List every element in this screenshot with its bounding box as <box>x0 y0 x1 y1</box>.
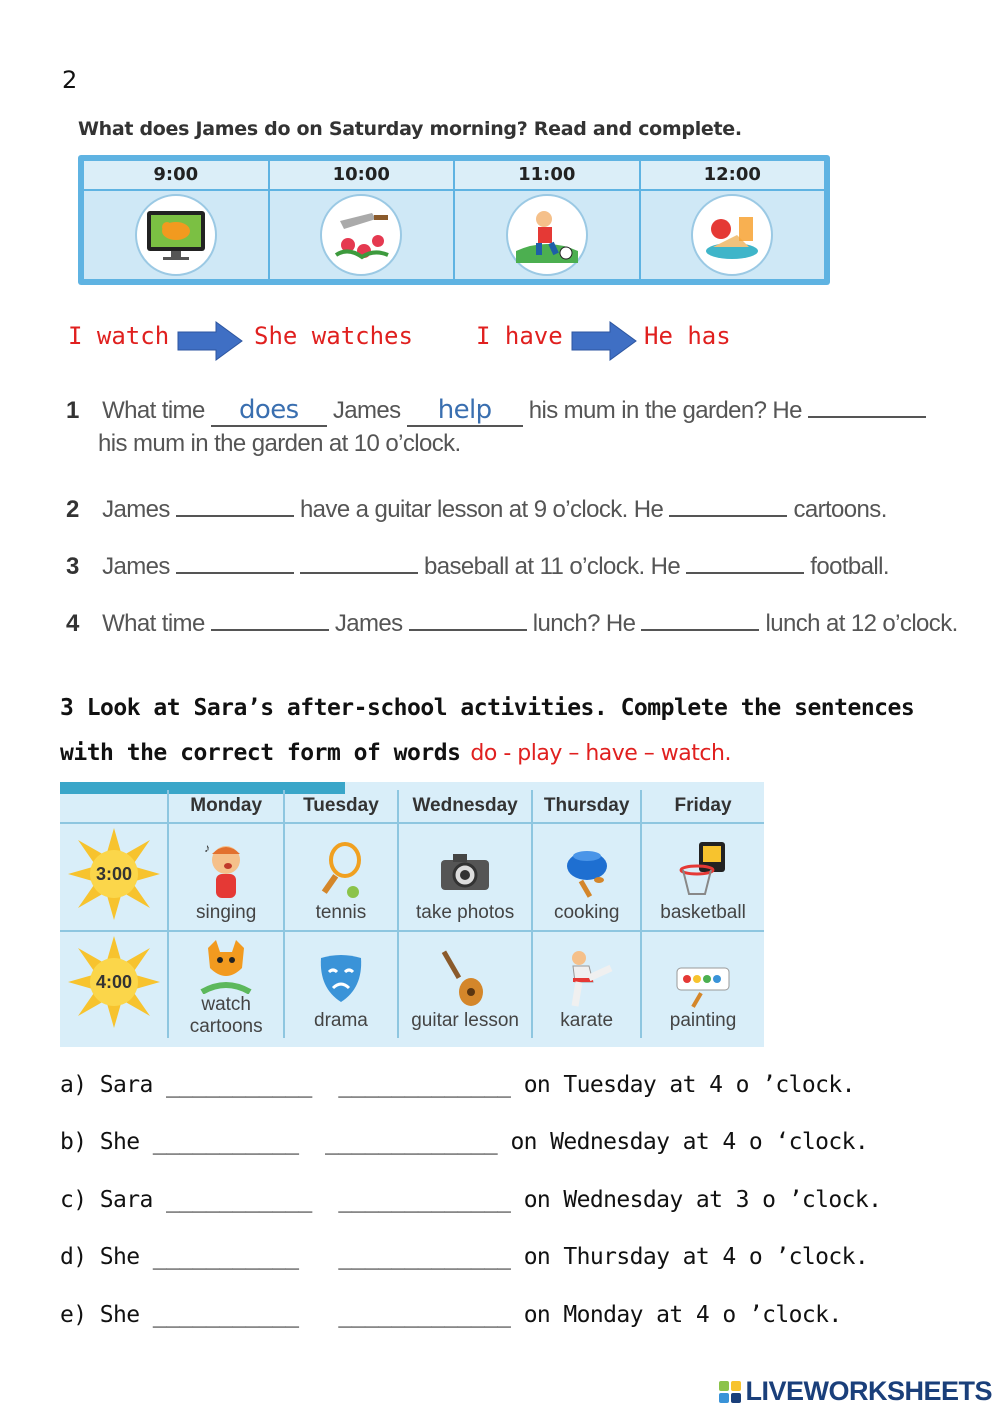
answer-line-e: e) She ___________ _____________ on Monday at 4 o ’clock. <box>60 1302 842 1328</box>
right-arrow-icon <box>176 320 244 362</box>
day-header: Monday <box>168 790 284 823</box>
activity-cell: take photos <box>398 823 532 931</box>
time-label: 11:00 <box>455 161 641 189</box>
guitar-icon <box>437 948 493 1010</box>
question-2: 2 James have a guitar lesson at 9 o’clock. He cartoons. <box>66 487 887 524</box>
activity-cell: watch cartoons <box>168 931 284 1038</box>
time-label: 12:00 <box>703 164 761 185</box>
activity-cell: guitar lesson <box>398 931 532 1038</box>
answer-blank[interactable] <box>409 601 527 631</box>
answer-blank[interactable] <box>686 544 804 574</box>
answer-blank[interactable]: _____________ <box>338 1187 511 1213</box>
activity-cell: ♪ singing <box>168 823 284 931</box>
painting-icon <box>673 948 733 1010</box>
singing-icon <box>198 840 254 902</box>
question-4: 4 What time James lunch? He lunch at 12 o’clock. <box>66 601 958 638</box>
instruction: What does James do on Saturday morning? Read and complete. <box>78 118 742 140</box>
activity-cell: karate <box>532 931 641 1038</box>
activity-cell: tennis <box>284 823 398 931</box>
rule-i-have: I have <box>476 322 563 350</box>
answer-line-c: c) Sara ___________ _____________ on Wednesday at 3 o ’clock. <box>60 1187 882 1213</box>
day-header: Tuesday <box>284 790 398 823</box>
timetable-header <box>84 161 824 189</box>
answer-blank[interactable] <box>641 601 759 631</box>
answer-blank[interactable]: ___________ <box>152 1129 299 1155</box>
answer-blank[interactable]: ___________ <box>165 1072 312 1098</box>
question-3: 3 James baseball at 11 o’clock. He football. <box>66 544 889 581</box>
answer-blank[interactable] <box>669 487 787 517</box>
sun-time-badge <box>60 931 168 1038</box>
answer-blank[interactable]: does <box>211 397 327 427</box>
answer-blank[interactable]: _____________ <box>338 1244 511 1270</box>
answer-blank[interactable] <box>176 544 294 574</box>
activity-cell: painting <box>641 931 764 1038</box>
answer-line-b: b) She ___________ _____________ on Wednesday at 4 o ‘clock. <box>60 1129 869 1155</box>
cartoon-cat-icon <box>198 938 254 994</box>
basketball-icon <box>675 840 731 902</box>
answer-line-d: d) She ___________ _____________ on Thursday at 4 o ’clock. <box>60 1244 869 1270</box>
sun-time-badge <box>60 823 168 931</box>
activity-cell: drama <box>284 931 398 1038</box>
day-header: Wednesday <box>398 790 532 823</box>
tennis-icon <box>313 840 369 902</box>
time-label: 9:00 <box>84 161 270 189</box>
time-label: 10:00 <box>270 161 456 189</box>
answer-blank[interactable]: help <box>407 397 523 427</box>
answer-blank[interactable]: _____________ <box>324 1129 498 1155</box>
answer-blank[interactable]: ___________ <box>152 1302 299 1328</box>
rule-she-watches: She watches <box>254 322 413 350</box>
cooking-icon <box>559 840 615 902</box>
karate-icon <box>559 948 615 1010</box>
gardening-icon <box>320 194 402 276</box>
answer-blank[interactable] <box>300 544 418 574</box>
section-3-instruction <box>60 686 930 776</box>
answer-line-a: a) Sara ___________ _____________ on Tuesday at 4 o ’clock. <box>60 1072 855 1098</box>
word-bank: do - play – have – watch. <box>470 741 731 766</box>
answer-blank[interactable]: ___________ <box>152 1244 299 1270</box>
drama-mask-icon <box>313 948 369 1010</box>
day-header: Friday <box>641 790 764 823</box>
answer-blank[interactable]: _____________ <box>338 1072 511 1098</box>
saturday-timetable <box>78 155 830 285</box>
question-1-continued: his mum in the garden at 10 o’clock. <box>98 430 461 457</box>
answer-blank[interactable]: ___________ <box>165 1187 312 1213</box>
answer-blank[interactable] <box>211 601 329 631</box>
day-header: Thursday <box>532 790 641 823</box>
svg-text:♪: ♪ <box>204 841 211 855</box>
liveworksheets-logo-icon <box>719 1381 741 1403</box>
camera-icon <box>437 840 493 902</box>
time-label: 4:00 <box>95 972 132 992</box>
answer-blank[interactable] <box>808 388 926 418</box>
sara-schedule-table <box>60 782 764 1047</box>
rule-he-has: He has <box>644 322 731 350</box>
question-1: 1 What time does James help his mum in the garden? He <box>66 388 926 427</box>
answer-blank[interactable] <box>176 487 294 517</box>
football-icon <box>506 194 588 276</box>
section-3-line1: 3 Look at Sara’s after-school activities. Complete the sentences <box>60 695 915 721</box>
time-label: 3:00 <box>95 864 132 884</box>
answer-blank[interactable]: _____________ <box>338 1302 511 1328</box>
activity-cell: cooking <box>532 823 641 931</box>
lunch-icon <box>691 194 773 276</box>
activity-cell: basketball <box>641 823 764 931</box>
right-arrow-icon <box>570 320 638 362</box>
section-3-line2: with the correct form of words <box>60 740 461 766</box>
page-number: 2 <box>62 66 78 94</box>
tv-cartoon-icon <box>135 194 217 276</box>
rule-i-watch: I watch <box>68 322 170 350</box>
liveworksheets-logo[interactable]: LIVEWORKSHEETS <box>719 1376 992 1407</box>
